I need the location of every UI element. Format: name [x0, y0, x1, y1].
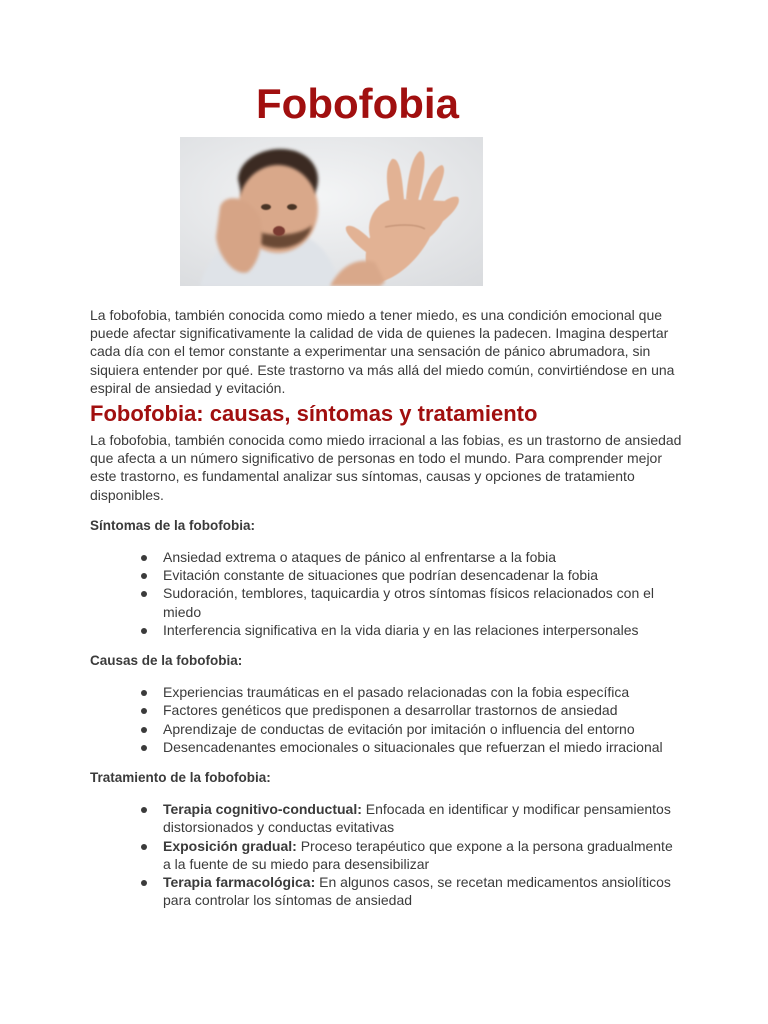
list-item-text: Evitación constante de situaciones que podrían desencadenar la fobia	[163, 567, 599, 584]
list-item	[163, 584, 682, 620]
treatment-list	[90, 800, 682, 909]
list-item	[163, 621, 682, 639]
article-body	[90, 306, 682, 909]
list-item-text: Interferencia significativa en la vida diaria y en las relaciones interpersonales	[163, 621, 639, 638]
treatment-text: Enfocada en identificar y modificar pensamientos distorsionados y conductas evitativas	[163, 801, 671, 836]
list-item	[163, 873, 682, 909]
treatment-text: En algunos casos, se recetan medicamentos ansiolíticos para controlar los síntomas de ansiedad	[163, 874, 671, 909]
symptoms-list	[90, 548, 682, 639]
bullet-icon	[141, 727, 147, 733]
hero-image	[180, 137, 483, 286]
intro-paragraph: La fobofobia, también conocida como miedo a tener miedo, es una condición emocional que puede afectar significativamente la calidad de vida de quienes la padecen. Imagina despertar cada día con el temor constante a experimentar una sensación de pánico abrumadora, sin siquiera entender por qué. Este trastorno va más allá del miedo común, convirtiéndose en una espiral de ansiedad y evitación.	[90, 307, 675, 396]
bullet-icon	[141, 690, 147, 696]
treatment-heading: Tratamiento de la fobofobia:	[90, 770, 271, 786]
list-item-text: Ansiedad extrema o ataques de pánico al enfrentarse a la fobia	[163, 549, 557, 566]
list-item	[163, 701, 682, 719]
list-item-text: Desencadenantes emocionales o situacionales que refuerzan el miedo irracional	[163, 738, 663, 755]
section-title: Fobofobia: causas, síntomas y tratamiento	[90, 401, 538, 427]
treatment-label: Terapia farmacológica:	[163, 874, 316, 891]
list-item-text: Aprendizaje de conductas de evitación por imitación o influencia del entorno	[163, 720, 635, 737]
bullet-icon	[141, 628, 147, 634]
symptoms-heading: Síntomas de la fobofobia:	[90, 517, 256, 533]
list-item	[163, 720, 682, 738]
bullet-icon	[141, 844, 147, 850]
list-item	[163, 837, 682, 873]
bullet-icon	[141, 745, 147, 751]
causes-heading: Causas de la fobofobia:	[90, 653, 243, 669]
treatment-text: Proceso terapéutico que expone a la persona gradualmente a la fuente de su miedo para desensibilizar	[163, 837, 673, 872]
bullet-icon	[141, 573, 147, 579]
bullet-icon	[141, 555, 147, 561]
list-item	[163, 800, 682, 836]
page-title: Fobofobia	[256, 80, 459, 127]
list-item	[163, 738, 682, 756]
list-item	[163, 683, 682, 701]
section-intro-paragraph: La fobofobia, también conocida como miedo irracional a las fobias, es un trastorno de ansiedad que afecta a un número significativo de personas en todo el mundo. Para comprender mejor este trastorno, es fundamental analizar sus síntomas, causas y opciones de tratamiento disponibles.	[90, 432, 682, 503]
bullet-icon	[141, 807, 147, 813]
list-item-text: Factores genéticos que predisponen a desarrollar trastornos de ansiedad	[163, 702, 618, 719]
bullet-icon	[141, 591, 147, 597]
causes-list	[90, 683, 682, 756]
frightened-man-illustration	[180, 137, 483, 286]
list-item	[163, 548, 682, 566]
treatment-label: Exposición gradual:	[163, 837, 297, 854]
list-item-text: Experiencias traumáticas en el pasado relacionadas con la fobia específica	[163, 684, 630, 701]
list-item-text: Sudoración, temblores, taquicardia y otros síntomas físicos relacionados con el miedo	[163, 585, 655, 620]
bullet-icon	[141, 708, 147, 714]
bullet-icon	[141, 880, 147, 886]
treatment-label: Terapia cognitivo-conductual:	[163, 801, 362, 818]
list-item	[163, 566, 682, 584]
